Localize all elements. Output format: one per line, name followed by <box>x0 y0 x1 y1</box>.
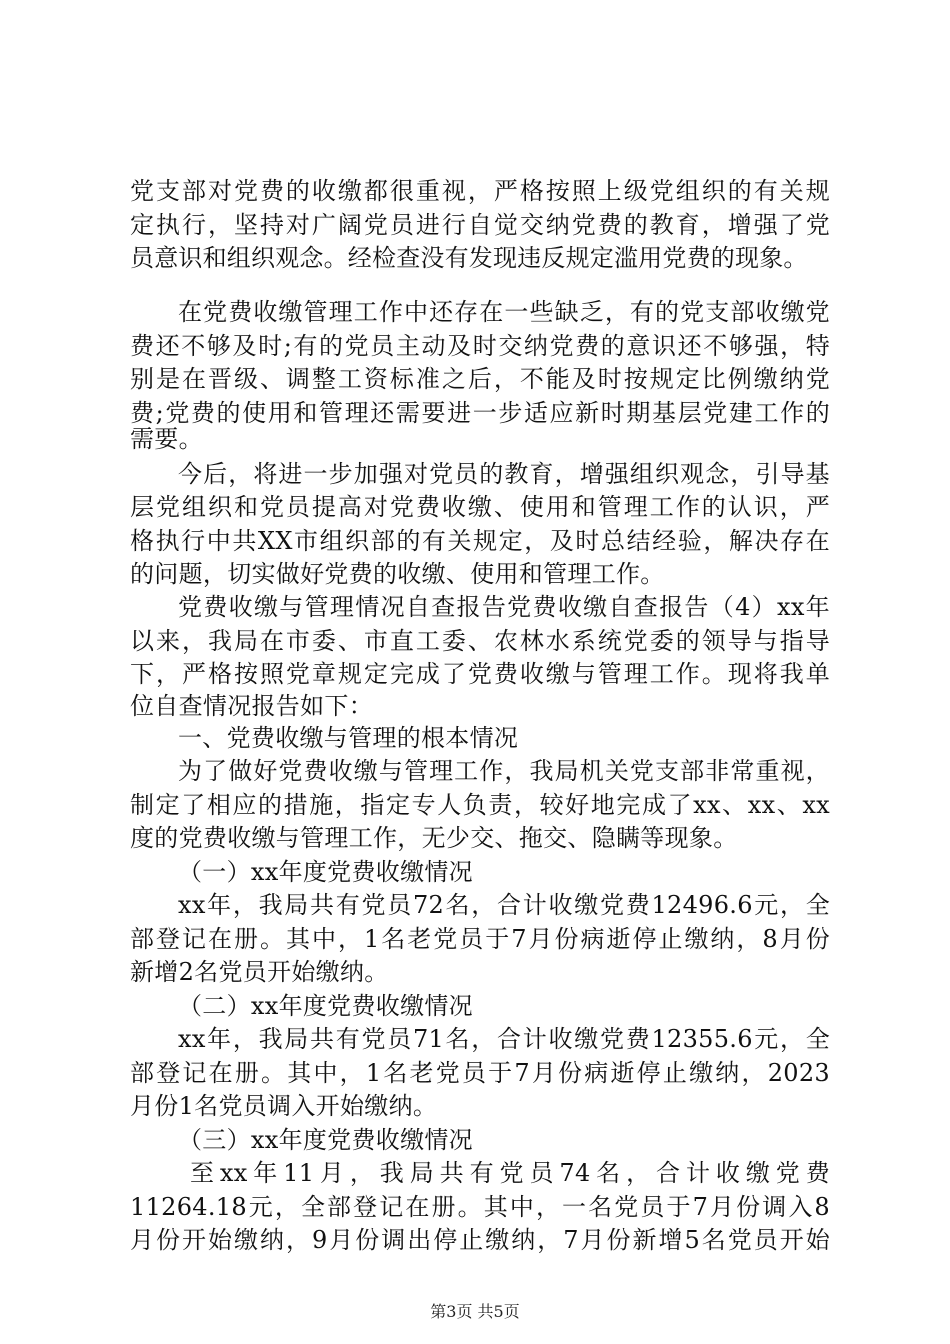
paragraph-line: 以来，我局在市委、市直工委、农林水系统党委的领导与指导 <box>130 627 830 655</box>
paragraph-line: 格执行中共XX市组织部的有关规定，及时总结经验，解决存在 <box>130 527 830 555</box>
section-heading: 一、党费收缴与管理的根本情况 <box>178 724 519 752</box>
paragraph-line: 制定了相应的措施，指定专人负责，较好地完成了xx、xx、xx <box>130 791 830 819</box>
subsection-heading: （三）xx年度党费收缴情况 <box>178 1126 473 1154</box>
paragraph-line: 下，严格按照党章规定完成了党费收缴与管理工作。现将我单 <box>130 660 830 688</box>
paragraph-line: 党费收缴与管理情况自查报告党费收缴自查报告（4）xx年 <box>178 593 830 621</box>
paragraph-line: 在党费收缴管理工作中还存在一些缺乏，有的党支部收缴党 <box>178 298 830 326</box>
paragraph-line: 别是在晋级、调整工资标准之后，不能及时按规定比例缴纳党 <box>130 365 830 393</box>
paragraph-line: 为了做好党费收缴与管理工作，我局机关党支部非常重视， <box>178 757 830 785</box>
paragraph-line: 新增2名党员开始缴纳。 <box>130 958 389 986</box>
paragraph-line: 定执行，坚持对广阔党员进行自觉交纳党费的教育，增强了党 <box>130 211 830 239</box>
page-footer: 第3页 共5页 <box>430 1302 520 1321</box>
paragraph-line: 党支部对党费的收缴都很重视，严格按照上级党组织的有关规 <box>130 177 830 205</box>
paragraph-line: 需要。 <box>130 425 203 453</box>
paragraph-line: xx年，我局共有党员71名，合计收缴党费12355.6元，全 <box>178 1025 830 1053</box>
paragraph-line: 的问题，切实做好党费的收缴、使用和管理工作。 <box>130 560 665 588</box>
subsection-heading: （二）xx年度党费收缴情况 <box>178 992 473 1020</box>
paragraph-line: 层党组织和党员提高对党费收缴、使用和管理工作的认识，严 <box>130 493 830 521</box>
paragraph-line: 至xx年11月，我局共有党员74名，合计收缴党费 <box>190 1159 830 1187</box>
paragraph-line: 部登记在册。其中，1名老党员于7月份病逝停止缴纳，8月份 <box>130 925 830 953</box>
paragraph-line: 月份1名党员调入开始缴纳。 <box>130 1092 438 1120</box>
paragraph-line: 11264.18元，全部登记在册。其中，一名党员于7月份调入8 <box>130 1193 830 1221</box>
paragraph-line: 员意识和组织观念。经检查没有发现违反规定滥用党费的现象。 <box>130 244 808 272</box>
paragraph-line: 部登记在册。其中，1名老党员于7月份病逝停止缴纳，2023 <box>130 1059 830 1087</box>
paragraph-line: xx年，我局共有党员72名，合计收缴党费12496.6元，全 <box>178 891 830 919</box>
paragraph-line: 费还不够及时;有的党员主动及时交纳党费的意识还不够强，特 <box>130 332 830 360</box>
paragraph-line: 今后，将进一步加强对党员的教育，增强组织观念，引导基 <box>178 460 830 488</box>
paragraph-line: 费;党费的使用和管理还需要进一步适应新时期基层党建工作的 <box>130 399 830 427</box>
paragraph-line: 位自查情况报告如下： <box>130 692 373 720</box>
paragraph-line: 月份开始缴纳，9月份调出停止缴纳，7月份新增5名党员开始 <box>130 1226 830 1254</box>
subsection-heading: （一）xx年度党费收缴情况 <box>178 858 473 886</box>
paragraph-line: 度的党费收缴与管理工作，无少交、拖交、隐瞒等现象。 <box>130 824 738 852</box>
